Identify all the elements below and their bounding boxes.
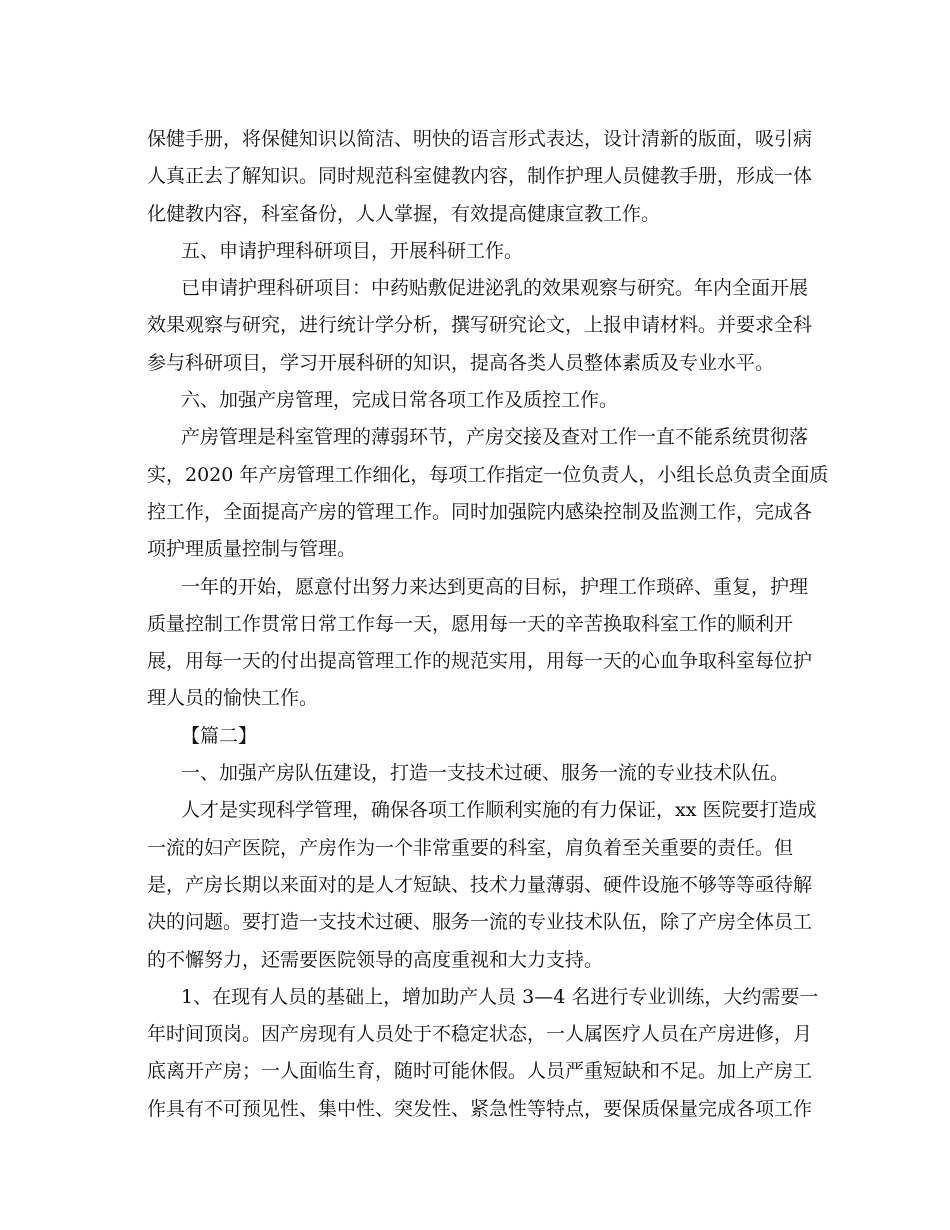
text-line: 产房管理是科室管理的薄弱环节，产房交接及查对工作一直不能系统贯彻落 — [181, 426, 809, 449]
section-heading-5: 五、申请护理科研项目，开展科研工作。 — [181, 239, 524, 262]
text-line: 实，2020 年产房管理工作细化，每项工作指定一位负责人，小组长总负责全面质 — [147, 463, 829, 486]
text-line: 控工作，全面提高产房的管理工作。同时加强院内感染控制及监测工作，完成各 — [147, 500, 813, 523]
text-line: 化健教内容，科室备份，人人掌握，有效提高健康宣教工作。 — [147, 202, 661, 225]
text-line: 决的问题。要打造一支技术过硬、服务一流的专业技术队伍，除了产房全体员工 — [147, 911, 813, 934]
text-line: 人才是实现科学管理，确保各项工作顺利实施的有力保证，xx 医院要打造成 — [181, 799, 817, 822]
text-line: 底离开产房；一人面临生育，随时可能休假。人员严重短缺和不足。加上产房工 — [147, 1060, 813, 1083]
text-line: 是，产房长期以来面对的是人才短缺、技术力量薄弱、硬件设施不够等等亟待解 — [147, 873, 813, 896]
section-heading-6: 六、加强产房管理，完成日常各项工作及质控工作。 — [181, 389, 619, 412]
section-heading-1: 一、加强产房队伍建设，打造一支技术过硬、服务一流的专业技术队伍。 — [181, 762, 790, 785]
text-line: 一流的妇产医院，产房作为一个非常重要的科室，肩负着至关重要的责任。但 — [147, 836, 794, 859]
text-line: 质量控制工作贯常日常工作每一天，愿用每一天的辛苦换取科室工作的顺利开 — [147, 612, 794, 635]
text-line: 一年的开始，愿意付出努力来达到更高的目标，护理工作琐碎、重复，护理 — [181, 575, 809, 598]
text-line: 理人员的愉快工作。 — [147, 687, 319, 710]
text-line: 年时间顶岗。因产房现有人员处于不稳定状态，一人属医疗人员在产房进修，月 — [147, 1023, 813, 1046]
text-line: 人真正去了解知识。同时规范科室健教内容，制作护理人员健教手册，形成一体 — [147, 165, 813, 188]
text-line: 展，用每一天的付出提高管理工作的规范实用，用每一天的心血争取科室每位护 — [147, 650, 813, 673]
text-line: 项护理质量控制与管理。 — [147, 538, 357, 561]
text-line: 作具有不可预见性、集中性、突发性、紧急性等特点，要保质保量完成各项工作 — [147, 1097, 813, 1120]
text-line: 的不懈努力，还需要医院领导的高度重视和大力支持。 — [147, 948, 604, 971]
document-body — [147, 121, 829, 1128]
text-line: 参与科研项目，学习开展科研的知识，提高各类人员整体素质及专业水平。 — [147, 351, 775, 374]
text-line: 已申请护理科研项目：中药贴敷促进泌乳的效果观察与研究。年内全面开展 — [181, 277, 809, 300]
part-heading: 【篇二】 — [181, 724, 258, 747]
text-line: 效果观察与研究，进行统计学分析，撰写研究论文，上报申请材料。并要求全科 — [147, 314, 813, 337]
list-item: 1、在现有人员的基础上，增加助产人员 3—4 名进行专业训练，大约需要一 — [181, 985, 819, 1008]
text-line: 保健手册，将保健知识以简洁、明快的语言形式表达，设计清新的版面，吸引病 — [147, 128, 813, 150]
